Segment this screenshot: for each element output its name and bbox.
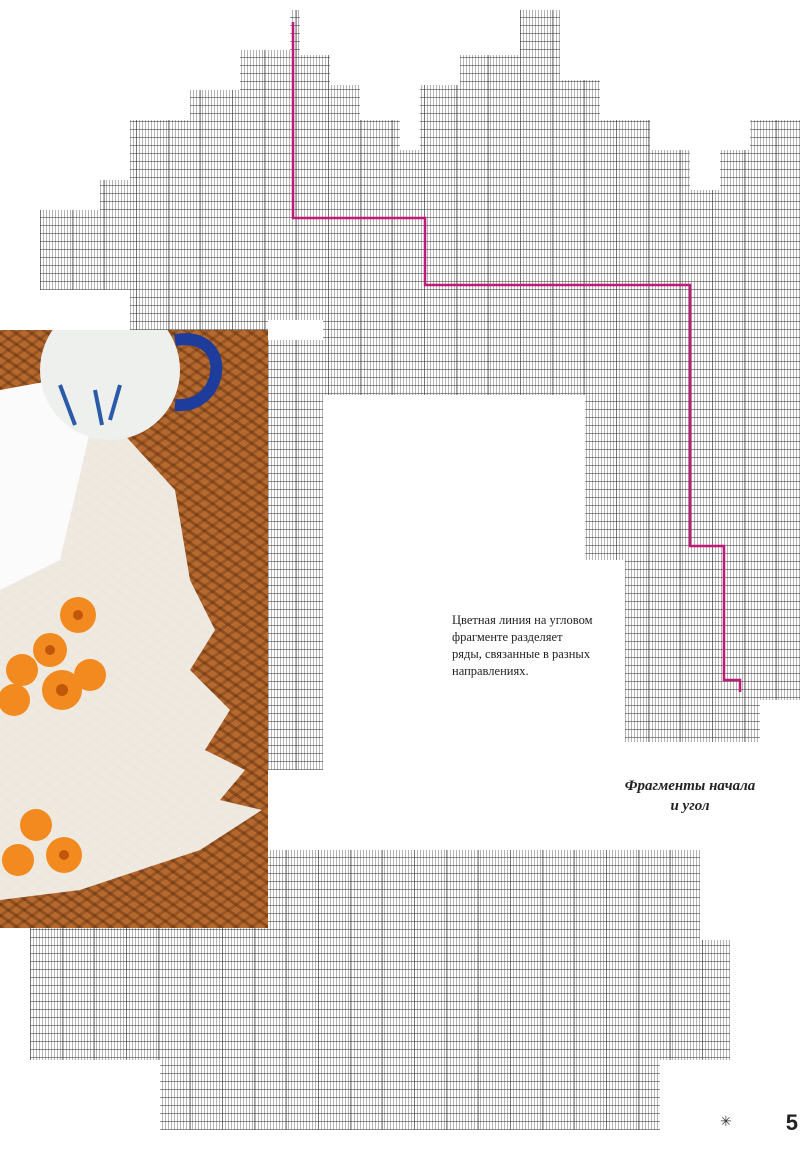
chart-caption <box>452 612 622 680</box>
caption-line: фрагменте разделяет <box>452 630 563 644</box>
cup-handle <box>175 339 216 405</box>
caption-line: ряды, связанные в разных <box>452 647 591 661</box>
fragments-heading <box>590 776 790 816</box>
doily-photo-illustration <box>0 330 268 928</box>
heading-line: Фрагменты начала <box>624 778 756 794</box>
caption-line: направлениях. <box>452 664 529 678</box>
star-icon: ✳ <box>720 1115 732 1130</box>
caption-line: Цветная линия на угловом <box>452 613 593 627</box>
page-number: 5 <box>785 1110 798 1135</box>
doily-photo <box>0 330 268 928</box>
direction-divider-path <box>293 22 740 692</box>
heading-line: и угол <box>670 798 710 814</box>
